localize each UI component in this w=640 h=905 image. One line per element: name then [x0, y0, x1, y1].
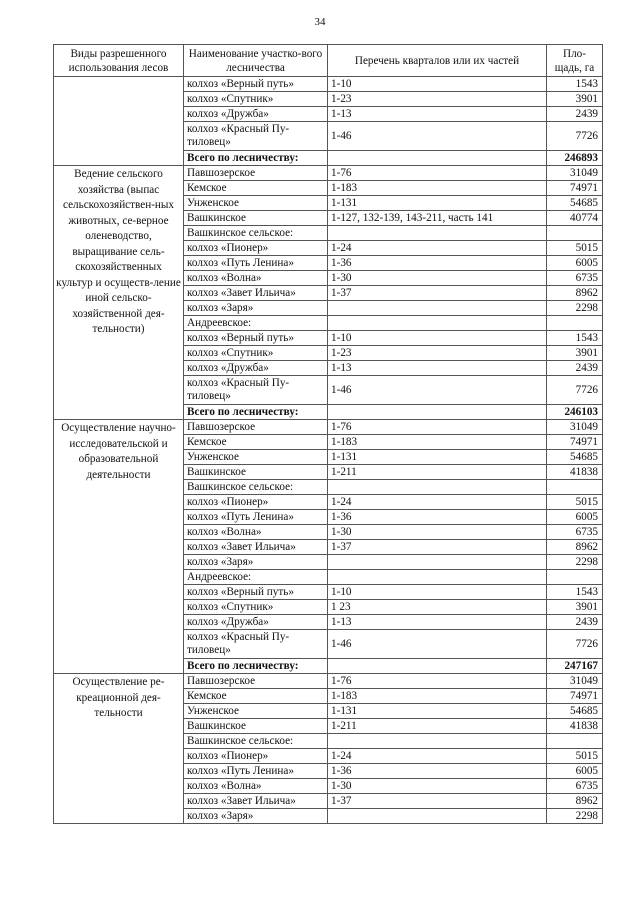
forestry-name-cell: колхоз «Спутник»	[184, 600, 328, 615]
forestry-name-cell: колхоз «Красный Пу-тиловец»	[184, 376, 328, 405]
area-cell	[547, 226, 603, 241]
use-type-cell: Ведение сельского хозяйства (выпас сельскохозяйствен-ных животных, се-верное оленеводство, выращивание сель-скохозяйственных культур и осуществ-ление иной сельско-хозяйственной дея-тельности)	[54, 166, 184, 420]
forestry-name-cell: колхоз «Спутник»	[184, 92, 328, 107]
area-cell: 54685	[547, 450, 603, 465]
quarters-cell: 1 23	[328, 600, 547, 615]
area-cell: 3901	[547, 92, 603, 107]
forestry-name-cell: колхоз «Пионер»	[184, 749, 328, 764]
forestry-name-cell: колхоз «Дружба»	[184, 361, 328, 376]
area-cell: 2439	[547, 615, 603, 630]
forestry-name-cell: колхоз «Волна»	[184, 271, 328, 286]
area-cell: 7726	[547, 376, 603, 405]
area-cell: 3901	[547, 600, 603, 615]
forestry-name-cell: колхоз «Завет Ильича»	[184, 540, 328, 555]
quarters-cell: 1-76	[328, 166, 547, 181]
quarters-cell: 1-131	[328, 196, 547, 211]
forestry-name-cell: колхоз «Пионер»	[184, 241, 328, 256]
quarters-cell: 1-36	[328, 256, 547, 271]
quarters-cell: 1-127, 132-139, 143-211, часть 141	[328, 211, 547, 226]
quarters-cell: 1-183	[328, 435, 547, 450]
forestry-name-cell: колхоз «Путь Ленина»	[184, 764, 328, 779]
quarters-cell	[328, 734, 547, 749]
forestry-name-cell: колхоз «Красный Пу-тиловец»	[184, 630, 328, 659]
area-cell: 6735	[547, 525, 603, 540]
quarters-cell: 1-131	[328, 704, 547, 719]
table-row	[54, 166, 603, 181]
forestry-name-cell: колхоз «Верный путь»	[184, 77, 328, 92]
area-cell: 2439	[547, 361, 603, 376]
area-cell: 1543	[547, 331, 603, 346]
forestry-name-cell: колхоз «Верный путь»	[184, 585, 328, 600]
quarters-cell: 1-10	[328, 585, 547, 600]
quarters-cell: 1-46	[328, 122, 547, 151]
forestry-name-cell: колхоз «Путь Ленина»	[184, 510, 328, 525]
area-cell	[547, 316, 603, 331]
quarters-cell: 1-30	[328, 271, 547, 286]
quarters-cell: 1-13	[328, 615, 547, 630]
quarters-cell: 1-13	[328, 107, 547, 122]
forestry-name-cell: Андреевское:	[184, 316, 328, 331]
page-number: 34	[314, 16, 326, 28]
quarters-cell: 1-76	[328, 674, 547, 689]
forestry-name-cell: Кемское	[184, 181, 328, 196]
area-cell: 41838	[547, 465, 603, 480]
forestry-name-cell: Кемское	[184, 689, 328, 704]
quarters-cell	[328, 480, 547, 495]
quarters-cell: 1-36	[328, 510, 547, 525]
quarters-cell	[328, 809, 547, 824]
forestry-name-cell: Вашкинское	[184, 719, 328, 734]
forestry-name-cell: Вашкинское сельское:	[184, 734, 328, 749]
area-cell: 5015	[547, 241, 603, 256]
forestry-name-cell: колхоз «Завет Ильича»	[184, 286, 328, 301]
quarters-cell	[328, 301, 547, 316]
header-area: Пло-щадь, га	[547, 45, 603, 77]
table-header-row	[54, 45, 603, 77]
forestry-name-cell: Унженское	[184, 704, 328, 719]
forestry-name-cell: колхоз «Волна»	[184, 779, 328, 794]
quarters-cell: 1-131	[328, 450, 547, 465]
quarters-cell: 1-23	[328, 346, 547, 361]
forestry-name-cell: колхоз «Завет Ильича»	[184, 794, 328, 809]
area-cell: 1543	[547, 585, 603, 600]
area-cell: 2439	[547, 107, 603, 122]
area-cell: 31049	[547, 674, 603, 689]
use-type-cell: Осуществление ре-креационной дея-тельности	[54, 674, 184, 824]
area-cell	[547, 480, 603, 495]
quarters-cell	[328, 659, 547, 674]
area-cell: 2298	[547, 809, 603, 824]
forestry-name-cell: колхоз «Верный путь»	[184, 331, 328, 346]
area-cell: 6005	[547, 764, 603, 779]
quarters-cell	[328, 555, 547, 570]
area-cell: 1543	[547, 77, 603, 92]
area-cell: 31049	[547, 166, 603, 181]
forestry-name-cell: колхоз «Спутник»	[184, 346, 328, 361]
use-type-cell	[54, 77, 184, 166]
forestry-name-cell: колхоз «Заря»	[184, 301, 328, 316]
area-cell: 74971	[547, 435, 603, 450]
area-cell	[547, 734, 603, 749]
quarters-cell: 1-211	[328, 719, 547, 734]
forestry-name-cell: колхоз «Путь Ленина»	[184, 256, 328, 271]
quarters-cell: 1-10	[328, 77, 547, 92]
total-area-cell: 246103	[547, 405, 603, 420]
area-cell: 54685	[547, 704, 603, 719]
area-cell: 41838	[547, 719, 603, 734]
forestry-name-cell: Андреевское:	[184, 570, 328, 585]
quarters-cell: 1-76	[328, 420, 547, 435]
table-row	[54, 674, 603, 689]
area-cell: 2298	[547, 301, 603, 316]
quarters-cell	[328, 316, 547, 331]
forestry-name-cell: Вашкинское	[184, 211, 328, 226]
area-cell: 74971	[547, 181, 603, 196]
header-quarters: Перечень кварталов или их частей	[328, 45, 547, 77]
quarters-cell: 1-23	[328, 92, 547, 107]
table-row	[54, 420, 603, 435]
table-row	[54, 77, 603, 92]
forestry-name-cell: колхоз «Красный Пу-тиловец»	[184, 122, 328, 151]
quarters-cell: 1-24	[328, 241, 547, 256]
area-cell: 7726	[547, 122, 603, 151]
area-cell: 6735	[547, 271, 603, 286]
total-label-cell: Всего по лесничеству:	[184, 659, 328, 674]
quarters-cell	[328, 226, 547, 241]
quarters-cell: 1-37	[328, 540, 547, 555]
forestry-name-cell: Унженское	[184, 450, 328, 465]
quarters-cell: 1-37	[328, 794, 547, 809]
area-cell: 3901	[547, 346, 603, 361]
use-type-cell: Осуществление научно-исследовательской и образовательной деятельности	[54, 420, 184, 674]
quarters-cell: 1-183	[328, 689, 547, 704]
total-label-cell: Всего по лесничеству:	[184, 151, 328, 166]
quarters-cell: 1-24	[328, 495, 547, 510]
forestry-name-cell: Павшозерское	[184, 166, 328, 181]
quarters-cell: 1-211	[328, 465, 547, 480]
forestry-name-cell: Павшозерское	[184, 674, 328, 689]
forestry-name-cell: Вашкинское сельское:	[184, 480, 328, 495]
area-cell: 8962	[547, 286, 603, 301]
quarters-cell: 1-46	[328, 630, 547, 659]
quarters-cell	[328, 570, 547, 585]
area-cell: 6005	[547, 256, 603, 271]
header-forestry-name: Наименование участко-вого лесничества	[184, 45, 328, 77]
forestry-name-cell: Кемское	[184, 435, 328, 450]
quarters-cell: 1-36	[328, 764, 547, 779]
area-cell	[547, 570, 603, 585]
forest-use-table	[53, 44, 603, 824]
forestry-name-cell: колхоз «Дружба»	[184, 107, 328, 122]
header-use-type: Виды разрешенного использования лесов	[54, 45, 184, 77]
quarters-cell: 1-30	[328, 525, 547, 540]
forestry-name-cell: Вашкинское сельское:	[184, 226, 328, 241]
quarters-cell: 1-30	[328, 779, 547, 794]
area-cell: 5015	[547, 495, 603, 510]
quarters-cell: 1-183	[328, 181, 547, 196]
quarters-cell: 1-10	[328, 331, 547, 346]
forestry-name-cell: колхоз «Дружба»	[184, 615, 328, 630]
area-cell: 40774	[547, 211, 603, 226]
total-label-cell: Всего по лесничеству:	[184, 405, 328, 420]
forestry-name-cell: Вашкинское	[184, 465, 328, 480]
total-area-cell: 246893	[547, 151, 603, 166]
area-cell: 5015	[547, 749, 603, 764]
table-body	[54, 77, 603, 824]
forestry-name-cell: колхоз «Пионер»	[184, 495, 328, 510]
area-cell: 74971	[547, 689, 603, 704]
quarters-cell: 1-24	[328, 749, 547, 764]
quarters-cell: 1-46	[328, 376, 547, 405]
quarters-cell	[328, 405, 547, 420]
area-cell: 6005	[547, 510, 603, 525]
area-cell: 31049	[547, 420, 603, 435]
forestry-name-cell: Унженское	[184, 196, 328, 211]
area-cell: 8962	[547, 794, 603, 809]
total-area-cell: 247167	[547, 659, 603, 674]
area-cell: 2298	[547, 555, 603, 570]
area-cell: 7726	[547, 630, 603, 659]
forestry-name-cell: колхоз «Заря»	[184, 809, 328, 824]
area-cell: 6735	[547, 779, 603, 794]
quarters-cell	[328, 151, 547, 166]
area-cell: 54685	[547, 196, 603, 211]
forestry-name-cell: колхоз «Волна»	[184, 525, 328, 540]
area-cell: 8962	[547, 540, 603, 555]
quarters-cell: 1-13	[328, 361, 547, 376]
forestry-name-cell: Павшозерское	[184, 420, 328, 435]
forestry-name-cell: колхоз «Заря»	[184, 555, 328, 570]
quarters-cell: 1-37	[328, 286, 547, 301]
